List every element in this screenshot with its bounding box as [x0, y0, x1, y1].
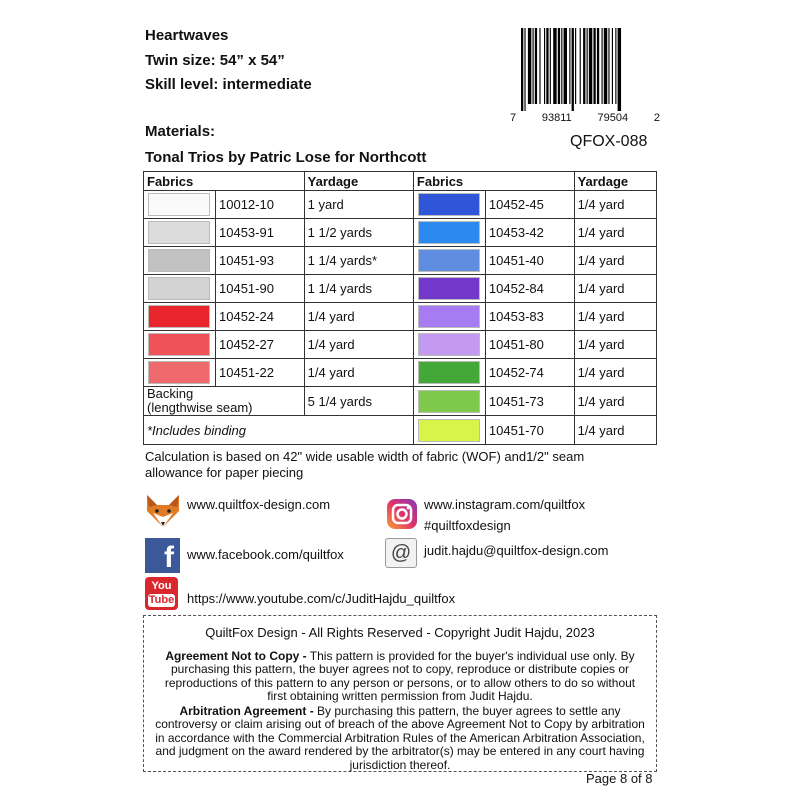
backing-label-line2: (lengthwise seam)	[147, 400, 253, 415]
header-fabrics-right: Fabrics	[413, 172, 574, 191]
table-row	[144, 191, 657, 219]
fabric-code: 10453-42	[485, 219, 574, 247]
product-code: QFOX-088	[570, 133, 648, 150]
swatch-cell	[413, 191, 485, 219]
facebook-icon: f	[145, 538, 180, 573]
table-row	[144, 303, 657, 331]
fabric-code: 10451-73	[485, 387, 574, 416]
binding-note: *Includes binding	[144, 416, 414, 445]
fabric-swatch	[418, 390, 480, 413]
materials-table	[143, 171, 657, 445]
fabric-swatch	[418, 305, 480, 328]
skill-level: Skill level: intermediate	[145, 76, 312, 93]
fabric-swatch	[418, 361, 480, 384]
fabric-yardage: 1/4 yard	[574, 416, 656, 445]
fabric-code: 10451-40	[485, 247, 574, 275]
barcode-bar	[544, 28, 545, 104]
swatch-cell	[144, 303, 216, 331]
fabric-code: 10452-74	[485, 359, 574, 387]
header-fabrics-left: Fabrics	[144, 172, 305, 191]
table-row	[144, 331, 657, 359]
fabric-code: 10451-22	[216, 359, 305, 387]
barcode-bar	[602, 28, 603, 104]
swatch-cell	[144, 359, 216, 387]
fabric-yardage: 1/4 yard	[574, 303, 656, 331]
facebook-link[interactable]: www.facebook.com/quiltfox	[187, 547, 344, 562]
barcode-bar	[533, 28, 534, 104]
agreement-text: This pattern is provided for the buyer's individual use only. By purchasing this pattern, the buyer agrees not to copy, reproduce or distribute copies or reproductions of this pattern to any person or persons, or to allow others to do so without first obtaining written permission from Judit Hajdu.	[164, 648, 636, 703]
table-header-row	[144, 172, 657, 191]
fox-logo-icon	[145, 493, 181, 529]
barcode-bar	[615, 28, 616, 104]
barcode-bar	[528, 28, 531, 104]
swatch-cell	[144, 219, 216, 247]
header-yardage-right: Yardage	[574, 172, 656, 191]
fabric-swatch	[418, 193, 480, 216]
fabric-yardage: 1/4 yard	[574, 219, 656, 247]
fabric-yardage: 1/4 yard	[574, 191, 656, 219]
copyright-line: QuiltFox Design - All Rights Reserved - Copyright Judit Hajdu, 2023	[205, 625, 595, 640]
swatch-cell	[413, 303, 485, 331]
fabric-swatch	[418, 419, 480, 442]
fabric-code: 10452-84	[485, 275, 574, 303]
fabric-swatch	[418, 333, 480, 356]
fabric-code: 10012-10	[216, 191, 305, 219]
swatch-cell	[413, 219, 485, 247]
barcode-bar	[561, 28, 562, 104]
fabric-yardage: 1/4 yard	[574, 359, 656, 387]
fabric-yardage: 1/4 yard	[304, 303, 413, 331]
swatch-cell	[413, 416, 485, 445]
fabric-code: 10452-27	[216, 331, 305, 359]
backing-yardage: 5 1/4 yards	[304, 387, 413, 416]
table-row	[144, 247, 657, 275]
email-link[interactable]: judit.hajdu@quiltfox-design.com	[424, 543, 609, 558]
arbitration-title: Arbitration Agreement -	[179, 703, 314, 718]
arbitration-paragraph	[154, 705, 646, 773]
table-row	[144, 416, 657, 445]
barcode-bar	[558, 28, 560, 104]
barcode-bar	[580, 28, 581, 104]
fabric-swatch	[418, 249, 480, 272]
swatch-cell	[413, 331, 485, 359]
swatch-cell	[413, 275, 485, 303]
fabric-swatch	[148, 193, 210, 216]
fabric-code: 10451-90	[216, 275, 305, 303]
fabric-yardage: 1/4 yard	[574, 331, 656, 359]
instagram-link[interactable]: www.instagram.com/quiltfox	[424, 497, 586, 512]
agreement-title: Agreement Not to Copy -	[165, 648, 307, 663]
barcode-bar	[550, 28, 551, 104]
fabric-code: 10453-91	[216, 219, 305, 247]
barcode-bar	[553, 28, 556, 104]
fabric-swatch	[148, 277, 210, 300]
barcode-bar	[546, 28, 548, 104]
barcode-digit-prefix: 7	[510, 112, 517, 124]
fabric-code: 10451-70	[485, 416, 574, 445]
barcode-bar	[612, 28, 613, 104]
fabric-yardage: 1/4 yard	[574, 247, 656, 275]
table-row	[144, 275, 657, 303]
barcode-bar	[587, 28, 588, 104]
fabric-yardage: 1 1/2 yards	[304, 219, 413, 247]
barcode-digits	[510, 112, 660, 124]
arbitration-text: By purchasing this pattern, the buyer agrees to settle any controversy or claim arising out of breach of the above Agreement Not to Copy by arbitration in accordance with the Commercial Arbitration Rules of the American Arbitration Association, and judgment on the award rendered by the arbitrator(s) may be entered in any court having jurisdiction thereof.	[155, 703, 645, 772]
barcode-bar	[618, 28, 621, 111]
barcode-bar	[535, 28, 537, 104]
youtube-icon-text-top: You	[151, 580, 172, 592]
barcode-digit-check: 2	[653, 112, 660, 124]
barcode-bar	[589, 28, 592, 104]
table-row	[144, 219, 657, 247]
barcode-bar	[604, 28, 607, 104]
swatch-cell	[144, 275, 216, 303]
swatch-cell	[413, 359, 485, 387]
fabric-yardage: 1 yard	[304, 191, 413, 219]
youtube-icon	[145, 577, 178, 610]
table-row	[144, 359, 657, 387]
barcode-bar	[597, 28, 599, 104]
fabric-swatch	[148, 221, 210, 244]
barcode-bar	[593, 28, 595, 104]
barcode-bar	[569, 28, 570, 104]
backing-label	[144, 387, 305, 416]
swatch-cell	[413, 387, 485, 416]
fabric-code: 10452-24	[216, 303, 305, 331]
page-number: Page 8 of 8	[586, 771, 653, 786]
fabric-yardage: 1/4 yard	[574, 387, 656, 416]
fabric-code: 10453-83	[485, 303, 574, 331]
table-row	[144, 387, 657, 416]
barcode-bar	[521, 28, 523, 111]
barcode-bar	[583, 28, 585, 104]
fabric-yardage: 1/4 yard	[574, 275, 656, 303]
fabric-line: Tonal Trios by Patric Lose for Northcott	[145, 149, 427, 166]
swatch-cell	[413, 247, 485, 275]
barcode-bar	[564, 28, 567, 104]
email-icon: @	[385, 538, 417, 568]
instagram-hashtag: #quiltfoxdesign	[424, 518, 511, 533]
barcode-bar	[539, 28, 540, 104]
materials-heading: Materials:	[145, 123, 216, 140]
barcode-digits-left: 93811	[541, 112, 572, 124]
barcode-digits-right: 79504	[597, 112, 629, 124]
swatch-cell	[144, 331, 216, 359]
fabric-swatch	[148, 305, 210, 328]
website-link[interactable]: www.quiltfox-design.com	[187, 497, 331, 512]
fabric-yardage: 1 1/4 yards	[304, 275, 413, 303]
barcode-image	[521, 28, 656, 111]
fabric-yardage: 1/4 yard	[304, 331, 413, 359]
quilt-size: Twin size: 54” x 54”	[145, 52, 285, 69]
fabric-code: 10451-93	[216, 247, 305, 275]
pattern-title: Heartwaves	[145, 27, 229, 44]
calculation-note: Calculation is based on 42" wide usable width of fabric (WOF) and1/2" seam allowance for paper piecing	[145, 449, 585, 480]
youtube-icon-text-bottom: Tube	[148, 594, 175, 606]
youtube-link[interactable]: https://www.youtube.com/c/JuditHajdu_quiltfox	[187, 591, 456, 606]
header-yardage-left: Yardage	[304, 172, 413, 191]
swatch-cell	[144, 247, 216, 275]
fabric-swatch	[148, 333, 210, 356]
barcode-bar	[608, 28, 609, 104]
barcode-bar	[575, 28, 576, 104]
barcode-bar	[572, 28, 574, 111]
backing-label-line1: Backing	[147, 386, 194, 401]
fabric-swatch	[418, 221, 480, 244]
instagram-icon	[386, 498, 418, 530]
fabric-code: 10452-45	[485, 191, 574, 219]
fabric-yardage: 1/4 yard	[304, 359, 413, 387]
legal-box	[143, 615, 657, 772]
fabric-swatch	[148, 361, 210, 384]
fabric-code: 10451-80	[485, 331, 574, 359]
swatch-cell	[144, 191, 216, 219]
barcode-bar	[524, 28, 525, 111]
fabric-swatch	[148, 249, 210, 272]
agreement-paragraph	[154, 650, 646, 704]
fabric-yardage: 1 1/4 yards*	[304, 247, 413, 275]
fabric-swatch	[418, 277, 480, 300]
